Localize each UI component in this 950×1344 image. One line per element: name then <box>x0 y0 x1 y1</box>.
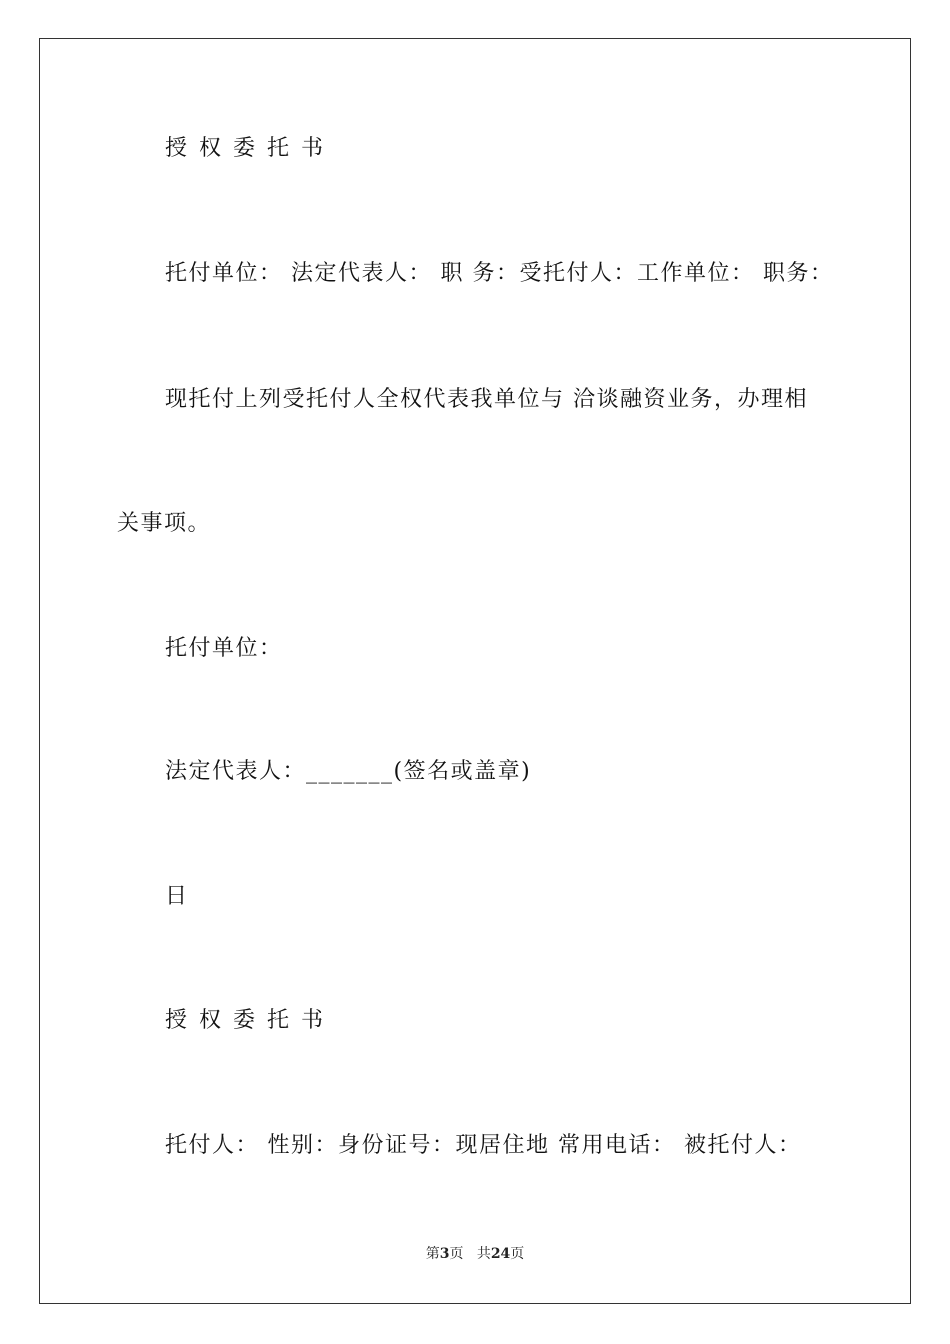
authorization-statement-line: 现托付上列受托付人全权代表我单位与 洽谈融资业务，办理相 <box>165 387 808 412</box>
entrust-unit-label: 托付单位： <box>165 636 283 661</box>
footer-total-suffix: 页 <box>510 1246 525 1262</box>
entrust-unit-fields-line: 托付单位： 法定代表人： 职 务：受托付人：工作单位： 职务： <box>165 261 834 286</box>
authorization-statement-continuation: 关事项。 <box>117 511 212 536</box>
date-day-label: 日 <box>165 884 189 909</box>
footer-total-prefix: 共 <box>476 1246 491 1262</box>
footer-total-pages: 24 <box>490 1246 511 1262</box>
footer-page-number: 3 <box>439 1246 450 1262</box>
document-title: 授权委托书 <box>165 136 336 161</box>
footer-page-suffix: 页 <box>449 1246 464 1262</box>
entrusting-person-fields-line: 托付人： 性别：身份证号：现居住地 常用电话： 被托付人： <box>165 1133 802 1158</box>
document-title-second: 授权委托书 <box>165 1008 336 1033</box>
page-footer <box>0 1244 950 1264</box>
footer-page-prefix: 第 <box>425 1246 440 1262</box>
legal-representative-signature-line: 法定代表人：_______(签名或盖章) <box>165 759 532 784</box>
page-border <box>39 38 911 1304</box>
